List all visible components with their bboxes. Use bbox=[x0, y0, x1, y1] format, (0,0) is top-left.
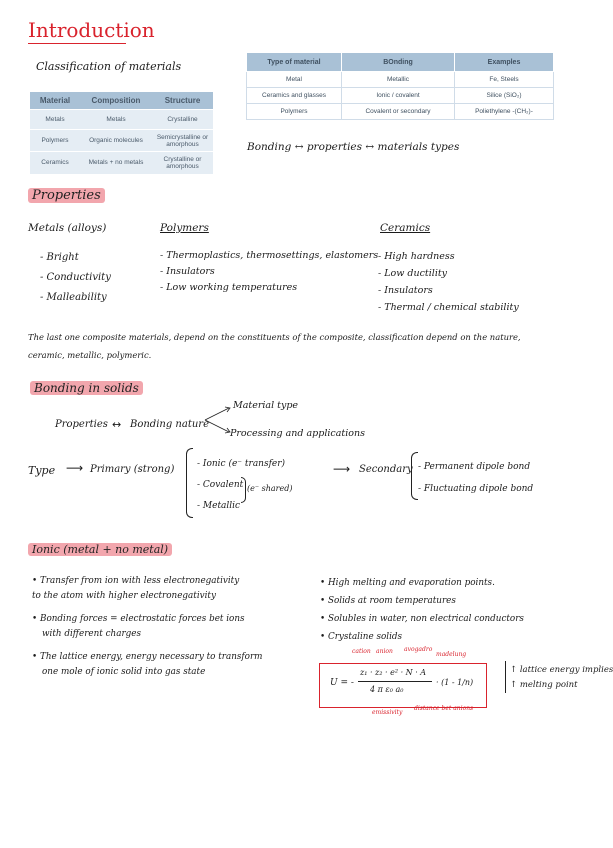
ionic-left-list bbox=[32, 574, 263, 680]
avogadro-label: avogadro bbox=[404, 646, 433, 653]
list-item: - Ionic (e⁻ transfer) bbox=[197, 459, 286, 469]
madelung-label: madelung bbox=[436, 651, 467, 658]
formula-denominator: 4 π ε₀ a₀ bbox=[370, 685, 404, 694]
properties-label: Properties bbox=[55, 419, 108, 430]
note-line: ↑ melting point bbox=[510, 680, 578, 690]
list-item: - Low ductility bbox=[378, 268, 448, 279]
table1-cell: Metals bbox=[30, 110, 80, 130]
polymers-list bbox=[160, 248, 378, 296]
list-item: - Thermal / chemical stability bbox=[378, 302, 519, 313]
polymers-heading: Polymers bbox=[160, 222, 209, 234]
note-line: ↑ lattice energy implies bbox=[510, 665, 613, 675]
list-item: - Low working temperatures bbox=[160, 282, 298, 293]
table1-header: Material bbox=[30, 92, 80, 110]
list-item: to the atom with higher electronegativity bbox=[32, 591, 216, 601]
list-item: • Solubles in water, non electrical conductors bbox=[320, 614, 524, 624]
table1-cell: Polymers bbox=[30, 130, 80, 152]
distance-label: distance bet anions bbox=[414, 705, 474, 712]
bonding-table bbox=[246, 52, 554, 120]
list-item: with different charges bbox=[42, 629, 142, 639]
table2-cell: Metallic bbox=[342, 72, 455, 88]
composite-line-1: The last one composite materials, depend on the constituents of the composite, classification depend on the nature, bbox=[28, 332, 521, 342]
list-item: • Solids at room temperatures bbox=[320, 596, 456, 606]
ceramics-list bbox=[378, 248, 519, 316]
shared-electrons-label: (e⁻ shared) bbox=[247, 484, 293, 493]
table2-cell: Metal bbox=[247, 72, 342, 88]
list-item: - Covalent bbox=[197, 480, 244, 490]
list-item: - Thermoplastics, thermosettings, elastomers bbox=[160, 250, 379, 261]
table1-header: Composition bbox=[80, 92, 152, 110]
table1-cell: Organic molecules bbox=[80, 130, 152, 152]
formula-factor: · (1 - 1/n) bbox=[436, 678, 474, 687]
list-item: • Crystaline solids bbox=[320, 632, 403, 642]
list-item: • Transfer from ion with less electronegativity bbox=[32, 576, 240, 586]
secondary-brace bbox=[411, 452, 418, 500]
bonding-properties-line: Bonding ↔ properties ↔ materials types bbox=[247, 141, 460, 153]
list-item: - Insulators bbox=[160, 266, 215, 277]
list-item: - Malleability bbox=[40, 292, 107, 303]
shared-brace bbox=[241, 477, 246, 503]
table2-cell: Silice (SiO₂) bbox=[455, 88, 554, 104]
list-item: - High hardness bbox=[378, 251, 455, 262]
materials-table bbox=[30, 92, 213, 174]
list-item: • High melting and evaporation points. bbox=[320, 578, 495, 588]
list-item: • The lattice energy, energy necessary to transform bbox=[32, 652, 263, 662]
composite-line-2: ceramic, metallic, polymeric. bbox=[28, 350, 152, 360]
table2-header: Type of material bbox=[247, 53, 342, 72]
table1-cell: Metals bbox=[80, 110, 152, 130]
page-title: Introduction bbox=[28, 18, 155, 42]
ceramics-heading: Ceramics bbox=[380, 222, 431, 234]
table2-cell: Ionic / covalent bbox=[342, 88, 455, 104]
table2-cell: Fe, Steels bbox=[455, 72, 554, 88]
list-item: - Fluctuating dipole bond bbox=[418, 484, 534, 494]
metals-heading: Metals (alloys) bbox=[28, 222, 107, 234]
list-item: one mole of ionic solid into gas state bbox=[42, 667, 206, 677]
right-arrow-icon: ⟶ bbox=[66, 461, 84, 475]
table2-header: Examples bbox=[455, 53, 554, 72]
primary-label: Primary (strong) bbox=[90, 464, 175, 475]
list-item: • Bonding forces = electrostatic forces bet ions bbox=[32, 614, 245, 624]
list-item: - Permanent dipole bond bbox=[418, 462, 531, 472]
table1-cell: Crystalline or amorphous bbox=[152, 152, 213, 174]
formula-numerator: z₁ · z₂ · e² · N · A bbox=[360, 668, 427, 677]
list-item: - Conductivity bbox=[40, 272, 111, 283]
branch-arrows-icon bbox=[203, 404, 233, 434]
title-underline bbox=[28, 43, 126, 44]
bonding-nature-label: Bonding nature bbox=[130, 419, 209, 430]
table1-cell: Crystalline bbox=[152, 110, 213, 130]
emissivity-label: emissivity bbox=[372, 709, 403, 716]
secondary-bond-list bbox=[418, 456, 533, 500]
table2-cell: Ceramics and glasses bbox=[247, 88, 342, 104]
table1-cell: Metals + no metals bbox=[80, 152, 152, 174]
fraction-bar bbox=[358, 681, 432, 682]
table1-cell: Ceramics bbox=[30, 152, 80, 174]
properties-title: Properties bbox=[28, 188, 105, 203]
table2-cell: Covalent or secondary bbox=[342, 104, 455, 120]
double-arrow-icon: ↔ bbox=[112, 418, 122, 431]
list-item: - Metallic bbox=[197, 501, 241, 511]
anion-label: anion bbox=[376, 648, 393, 655]
classification-heading: Classification of materials bbox=[36, 60, 182, 73]
table1-header: Structure bbox=[152, 92, 213, 110]
right-arrow-icon: ⟶ bbox=[333, 462, 351, 476]
cation-label: cation bbox=[352, 648, 371, 655]
table2-cell: Polymers bbox=[247, 104, 342, 120]
processing-label: Processing and applications bbox=[230, 428, 365, 439]
type-label: Type bbox=[28, 464, 56, 477]
ionic-title: Ionic (metal + no metal) bbox=[28, 543, 172, 556]
table2-header: BOnding bbox=[342, 53, 455, 72]
list-item: - Insulators bbox=[378, 285, 433, 296]
formula-lhs: U = - bbox=[330, 678, 354, 688]
lattice-note bbox=[510, 663, 613, 693]
material-type-label: Material type bbox=[233, 400, 299, 411]
metals-list bbox=[40, 248, 111, 308]
secondary-label: Secondary bbox=[359, 464, 413, 475]
bonding-title: Bonding in solids bbox=[30, 381, 143, 395]
ionic-right-list bbox=[320, 574, 524, 646]
list-item: - Bright bbox=[40, 252, 79, 263]
table1-cell: Semicrystalline or amorphous bbox=[152, 130, 213, 152]
primary-brace bbox=[186, 448, 193, 518]
note-bracket bbox=[505, 661, 506, 693]
table2-cell: Poliethylene -(CH₂)- bbox=[455, 104, 554, 120]
